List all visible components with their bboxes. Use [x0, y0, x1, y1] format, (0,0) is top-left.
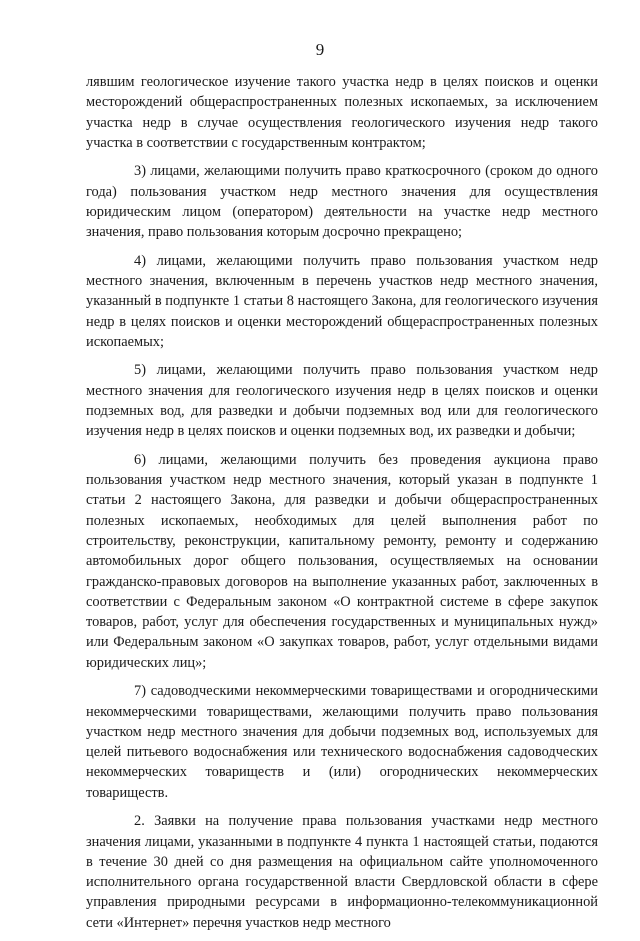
page-number: 9 [315, 40, 325, 59]
paragraph-item-4: 4) лицами, желающими получить право пользования участком недр местного значения, включенным в перечень участков недр местного значения, указанный в подпункте 1 статьи 8 настоящего Закона, для геологического изучения недр в целях поисков и оценки месторождений общераспространенных полезных ископаемых; [86, 252, 598, 350]
paragraph-item-6: 6) лицами, желающими получить без проведения аукциона право пользования участком недр местного значения, который указан в подпункте 1 статьи 2 настоящего Закона, для разведки и добычи общераспространенных полезных ископаемых, необходимых для целей выполнения работ по строительству, реконструкции, капитальному ремонту, ремонту и содержанию автомобильных дорог общего пользования, осуществляемых на основании гражданско-правовых договоров на выполнение указанных работ, заключенных в соответствии с Федеральным законом «О контрактной системе в сфере закупок товаров, работ, услуг для обеспечения государственных и муниципальных нужд» или Федеральным законом «О закупках товаров, работ, услуг отдельными видами юридических лиц»; [86, 451, 598, 671]
paragraph-section-2: 2. Заявки на получение права пользования участками недр местного значения лицами, указанными в подпункте 4 пункта 1 настоящей статьи, подаются в течение 30 дней со дня размещения на официальном сайте уполномоченного исполнительного органа государственной власти Свердловской области в сфере управления природными ресурсами в информационно-телекоммуникационной сети «Интернет» перечня участков недр местного [86, 813, 598, 931]
paragraph-item-7: 7) садоводческими некоммерческими товариществами и огородническими некоммерческими товариществами, желающими получить право пользования участком недр местного значения для добычи подземных вод, используемых для целей питьевого водоснабжения или технического водоснабжения садоводческих некоммерческих товариществ и (или) огороднических некоммерческих товариществ. [86, 683, 598, 801]
paragraph-item-5: 5) лицами, желающими получить право пользования участком недр местного значения для геологического изучения недр в целях поисков и оценки подземных вод, для разведки и добычи подземных вод или для геологического изучения недр в целях поисков и оценки подземных вод, их разведки и добычи; [86, 362, 598, 440]
document-body [86, 72, 598, 941]
paragraph-item-3: 3) лицами, желающими получить право краткосрочного (сроком до одного года) пользования участком недр местного значения для осуществления юридическим лицом (оператором) деятельности на участке недр местного значения, право пользования которым досрочно прекращено; [86, 163, 598, 241]
paragraph-continuation: лявшим геологическое изучение такого участка недр в целях поисков и оценки месторождений общераспространенных полезных ископаемых, за исключением участка недр в случае осуществления геологического изучения недр такого участка в соответствии с государственным контрактом; [86, 74, 598, 151]
